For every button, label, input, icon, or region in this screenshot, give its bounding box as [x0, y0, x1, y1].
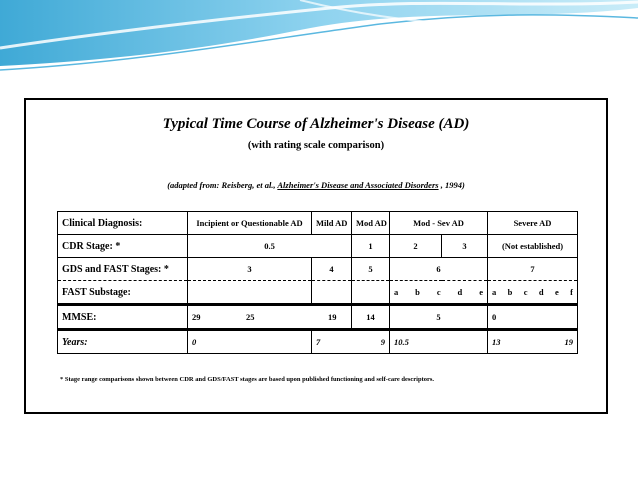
fast-stage6 [390, 281, 488, 305]
table-row [58, 305, 578, 330]
fast-substage: e [555, 287, 559, 297]
document-title: Typical Time Course of Alzheimer's Disease (AD) [162, 116, 470, 132]
fast-substage: a [492, 287, 497, 297]
fast-substage: f [570, 287, 574, 297]
gds-value: 4 [312, 258, 352, 281]
fast-stage7 [488, 281, 578, 305]
years-range [312, 330, 390, 354]
fast-label: FAST Substage: [58, 281, 188, 305]
citation-source: Alzheimer's Disease and Associated Disorders [277, 180, 439, 190]
fast-empty [188, 281, 312, 305]
years-value: 7 [316, 337, 321, 347]
fast-empty [312, 281, 352, 305]
diagnosis-modsev: Mod - Sev AD [390, 212, 488, 235]
cdr-value: 0.5 [188, 235, 352, 258]
gds-value: 5 [352, 258, 390, 281]
mmse-value: 19 [328, 312, 337, 322]
diagnosis-label: Clinical Diagnosis: [58, 212, 188, 235]
mmse-range-1 [188, 305, 352, 330]
citation-prefix: (adapted from: Reisberg, et al., [167, 180, 278, 190]
fast-substage: b [507, 287, 513, 297]
fast-substage: a [394, 287, 399, 297]
cdr-label: CDR Stage: * [58, 235, 188, 258]
years-value: 19 [564, 337, 574, 347]
diagnosis-mild: Mild AD [312, 212, 352, 235]
fast-substage: d [538, 287, 544, 297]
mmse-value: 14 [352, 305, 390, 330]
table-row [58, 212, 578, 235]
diagnosis-severe: Severe AD [488, 212, 578, 235]
years-value: 13 [492, 337, 501, 347]
fast-substage: b [415, 287, 420, 297]
years-range [488, 330, 578, 354]
mmse-value: 25 [246, 312, 255, 322]
gds-value: 6 [390, 258, 488, 281]
citation [26, 180, 606, 190]
cdr-value: 2 [390, 235, 442, 258]
fast-substage: d [457, 287, 463, 297]
years-value: 9 [380, 337, 385, 347]
years-value: 0 [188, 330, 312, 354]
rating-scale-table [57, 211, 578, 354]
fast-substage: c [436, 287, 441, 297]
mmse-value: 5 [390, 305, 488, 330]
document-frame [24, 98, 608, 414]
diagnosis-incipient: Incipient or Questionable AD [188, 212, 312, 235]
fast-substage: c [523, 287, 528, 297]
table-row [58, 281, 578, 305]
table-row [58, 235, 578, 258]
fast-empty [352, 281, 390, 305]
years-value: 10.5 [390, 330, 488, 354]
mmse-value: 0 [488, 305, 578, 330]
citation-suffix: , 1994) [438, 180, 465, 190]
table-row [58, 330, 578, 354]
gds-label: GDS and FAST Stages: * [58, 258, 188, 281]
slide-wave-decoration [0, 0, 638, 80]
cdr-value: (Not established) [488, 235, 578, 258]
years-label: Years: [58, 330, 188, 354]
document-subtitle: (with rating scale comparison) [247, 140, 385, 151]
gds-value: 3 [188, 258, 312, 281]
footnote: * Stage range comparisons shown between CDR and GDS/FAST stages are based upon published functioning and self-care descriptors. [60, 376, 435, 383]
cdr-value: 1 [352, 235, 390, 258]
cdr-value: 3 [442, 235, 488, 258]
mmse-value: 29 [192, 312, 201, 322]
table-row [58, 258, 578, 281]
diagnosis-mod: Mod AD [352, 212, 390, 235]
fast-substage: e [479, 287, 483, 297]
gds-value: 7 [488, 258, 578, 281]
mmse-label: MMSE: [58, 305, 188, 330]
